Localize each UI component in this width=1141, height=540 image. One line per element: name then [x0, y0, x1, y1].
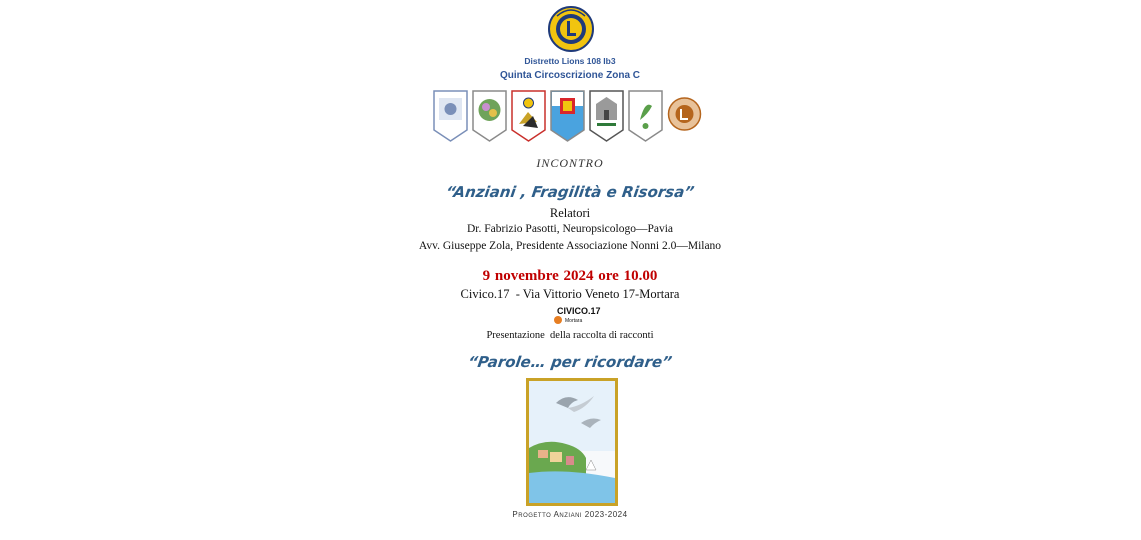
book-cover-image — [526, 378, 618, 506]
club-pennant-2 — [472, 90, 507, 142]
speakers-label: Relatori — [549, 206, 591, 220]
event-date: 9 novembre 2024 ore 10.00 — [482, 268, 658, 284]
civico17-logo — [553, 305, 601, 327]
club-pennant-4 — [550, 90, 585, 142]
zone-label: Quinta Circoscrizione Zona C — [499, 70, 641, 81]
district-label: Distretto Lions 108 Ib3 — [524, 56, 616, 66]
civico-logo-text: CIVICO.17 — [557, 306, 601, 316]
book-intro: Presentazione della raccolta di racconti — [486, 330, 654, 341]
club-pennant-1 — [433, 90, 468, 142]
club-pennant-5 — [589, 90, 624, 142]
event-title: “Anziani , Fragilità e Risorsa” — [444, 183, 696, 201]
club-pennants-row — [433, 90, 702, 142]
project-footer: Progetto Anziani 2023-2024 — [512, 510, 628, 519]
club-pennant-7 — [667, 90, 702, 142]
club-pennant-6 — [628, 90, 663, 142]
book-title: “Parole… per ricordare” — [466, 353, 674, 371]
lions-international-logo — [548, 6, 594, 52]
event-venue: Civico.17 - Via Vittorio Veneto 17-Mortara — [460, 287, 680, 301]
civico-logo-sub: Mortara — [565, 318, 583, 324]
speaker-1: Dr. Fabrizio Pasotti, Neuropsicologo—Pavia — [466, 223, 674, 235]
club-pennant-3 — [511, 90, 546, 142]
speaker-2: Avv. Giuseppe Zola, Presidente Associazione Nonni 2.0—Milano — [418, 240, 722, 252]
event-type-label: INCONTRO — [536, 156, 604, 170]
